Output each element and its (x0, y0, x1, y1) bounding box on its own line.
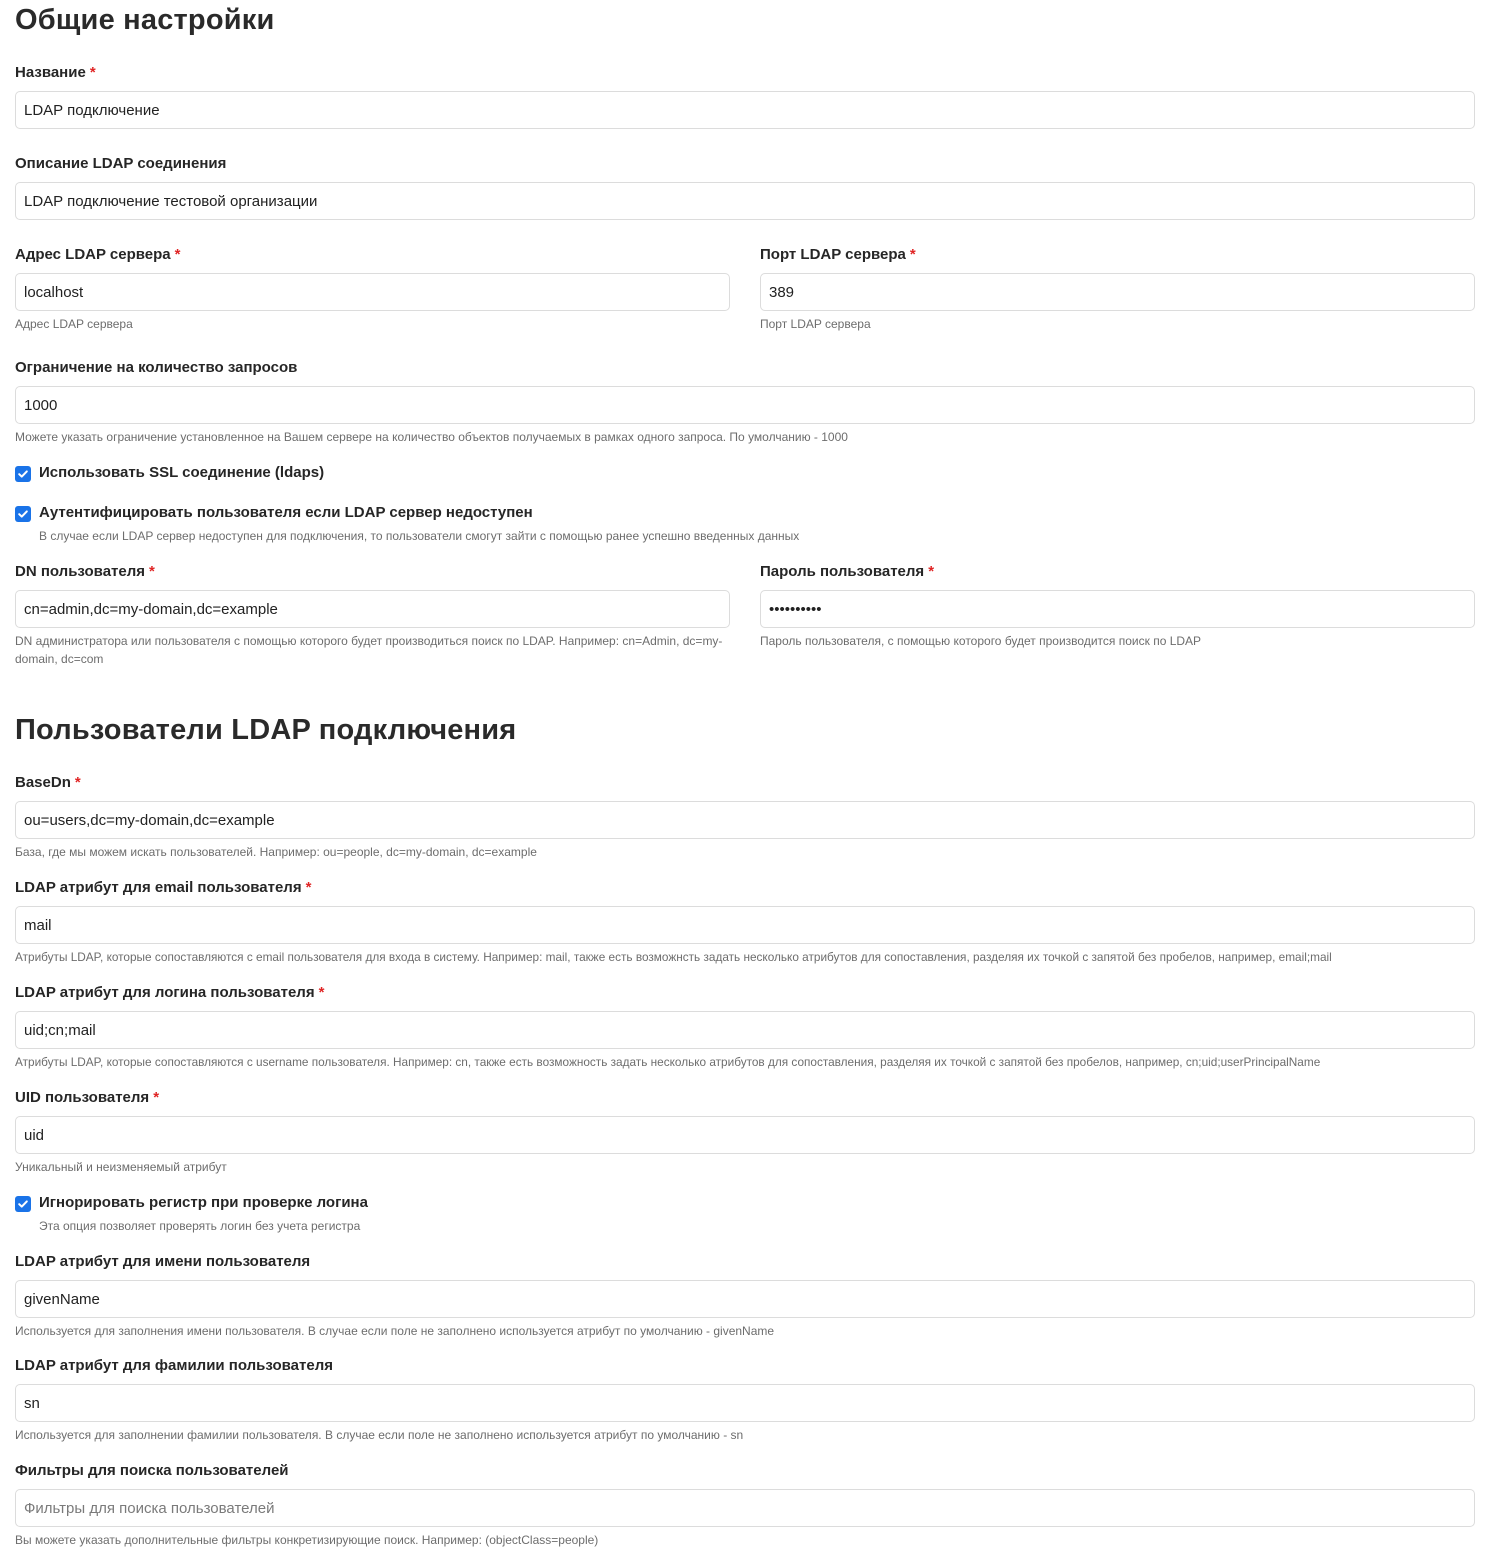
auth-offline-label[interactable]: Аутентифицировать пользователя если LDAP сервер недоступен (39, 504, 533, 521)
last-name-attr-help: Используется для заполнении фамилии пользователя. В случае если поле не заполнено используется атрибут по умолчанию - sn (15, 1428, 744, 1442)
email-attr-label: LDAP атрибут для email пользователя * (15, 879, 312, 896)
user-dn-help: DN администратора или пользователя с помощью которого будет производиться поиск по LDAP. Например: cn=Admin, dc=my-domain, dc=com (15, 634, 723, 666)
filters-input[interactable] (15, 1489, 1475, 1527)
description-label: Описание LDAP соединения (15, 155, 227, 172)
ldap-users-heading: Пользователи LDAP подключения (15, 714, 517, 746)
request-limit-input[interactable] (15, 386, 1475, 424)
uid-label: UID пользователя * (15, 1089, 160, 1106)
request-limit-help: Можете указать ограничение установленное на Вашем сервере на количество объектов получаемых в рамках одного запроса. По умолчанию - 1000 (15, 430, 848, 444)
server-address-input[interactable] (15, 273, 730, 311)
user-password-input[interactable] (760, 590, 1475, 628)
required-marker: * (318, 984, 325, 1001)
first-name-attr-label: LDAP атрибут для имени пользователя (15, 1253, 311, 1270)
name-input[interactable] (15, 91, 1475, 129)
checkmark-icon (17, 468, 29, 480)
ignore-case-label[interactable]: Игнорировать регистр при проверке логина (39, 1194, 368, 1211)
required-marker: * (89, 64, 96, 81)
login-attr-input[interactable] (15, 1011, 1475, 1049)
server-port-help: Порт LDAP сервера (760, 317, 871, 331)
user-dn-label: DN пользователя * (15, 563, 155, 580)
required-marker: * (74, 774, 81, 791)
user-password-help: Пароль пользователя, с помощью которого будет производится поиск по LDAP (760, 634, 1202, 648)
server-address-label: Адрес LDAP сервера * (15, 246, 181, 263)
auth-offline-checkbox[interactable] (15, 506, 31, 522)
description-input[interactable] (15, 182, 1475, 220)
user-password-label: Пароль пользователя * (760, 563, 935, 580)
last-name-attr-input[interactable] (15, 1384, 1475, 1422)
request-limit-label: Ограничение на количество запросов (15, 359, 298, 376)
required-marker: * (305, 879, 312, 896)
ignore-case-checkbox[interactable] (15, 1196, 31, 1212)
uid-input[interactable] (15, 1116, 1475, 1154)
login-attr-label: LDAP атрибут для логина пользователя * (15, 984, 325, 1001)
auth-offline-help: В случае если LDAP сервер недоступен для подключения, то пользователи смогут зайти с помощью ранее успешно введенных данных (39, 529, 800, 543)
server-port-label: Порт LDAP сервера * (760, 246, 916, 263)
filters-help: Вы можете указать дополнительные фильтры конкретизирующие поиск. Например: (objectClass=people) (15, 1533, 599, 1547)
first-name-attr-help: Используется для заполнения имени пользователя. В случае если поле не заполнено используется атрибут по умолчанию - givenName (15, 1324, 775, 1338)
checkmark-icon (17, 1198, 29, 1210)
required-marker: * (174, 246, 181, 263)
required-marker: * (153, 1089, 160, 1106)
base-dn-input[interactable] (15, 801, 1475, 839)
email-attr-help: Атрибуты LDAP, которые сопоставляются с email пользователя для входа в систему. Например: mail, также есть возможнсть задать несколько атрибутов для сопоставления, разделяя их точкой с запятой без пробелов, например, email;mail (15, 950, 1332, 964)
required-marker: * (928, 563, 935, 580)
use-ssl-label[interactable]: Использовать SSL соединение (ldaps) (39, 464, 325, 481)
required-marker: * (149, 563, 155, 580)
required-marker: * (909, 246, 916, 263)
email-attr-input[interactable] (15, 906, 1475, 944)
last-name-attr-label: LDAP атрибут для фамилии пользователя (15, 1357, 333, 1374)
general-settings-heading: Общие настройки (15, 4, 275, 36)
use-ssl-checkbox[interactable] (15, 466, 31, 482)
server-port-input[interactable] (760, 273, 1475, 311)
user-dn-input[interactable] (15, 590, 730, 628)
first-name-attr-input[interactable] (15, 1280, 1475, 1318)
checkmark-icon (17, 508, 29, 520)
filters-label: Фильтры для поиска пользователей (15, 1462, 289, 1479)
name-label: Название * (15, 64, 96, 81)
base-dn-label: BaseDn * (15, 774, 81, 791)
server-address-help: Адрес LDAP сервера (15, 317, 133, 331)
uid-help: Уникальный и неизменяемый атрибут (15, 1160, 227, 1174)
login-attr-help: Атрибуты LDAP, которые сопоставляются с username пользователя. Например: cn, также есть возможность задать несколько атрибутов для сопоставления, разделяя их точкой с запятой без пробелов, например, cn;uid;userPrincipalName (15, 1055, 1321, 1069)
ignore-case-help: Эта опция позволяет проверять логин без учета регистра (39, 1219, 361, 1233)
base-dn-help: База, где мы можем искать пользователей. Например: ou=people, dc=my-domain, dc=example (15, 845, 537, 859)
